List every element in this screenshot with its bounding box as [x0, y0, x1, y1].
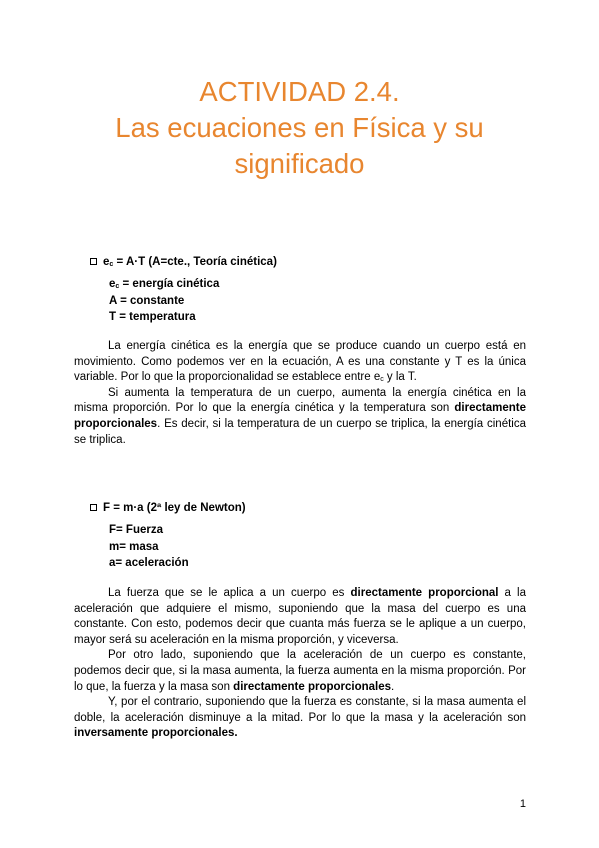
- paragraph-text-rest: .: [391, 680, 395, 693]
- definition-text: e: [109, 278, 116, 290]
- paragraph-text-rest: y la T.: [383, 371, 417, 384]
- section1-heading-text: e: [103, 256, 110, 268]
- section2-body: [74, 586, 526, 742]
- title-line-3: significado: [234, 148, 365, 179]
- subscript: c: [380, 376, 384, 384]
- page-title: [60, 74, 539, 182]
- definition-text-rest: = energía cinética: [119, 278, 220, 290]
- definition-item: T = temperatura: [109, 311, 196, 323]
- definition-item: m= masa: [109, 540, 159, 553]
- emphasis: directamente proporcionales: [74, 402, 526, 430]
- page-number: 1: [519, 798, 526, 810]
- section1-heading-text-rest: = A·T (A=cte., Teoría cinética): [113, 256, 277, 268]
- subscript: c: [109, 261, 114, 268]
- paragraph: [74, 586, 526, 648]
- section2-heading: [90, 502, 246, 514]
- section1-body: [74, 339, 526, 448]
- definition-item: [109, 276, 219, 293]
- emphasis: inversamente proporcionales.: [74, 727, 238, 740]
- section2-heading-text: F = m·a (2ª ley de Newton): [103, 502, 246, 514]
- definition-item: A = constante: [109, 294, 185, 307]
- paragraph-text: La energía cinética es la energía que se produce cuando un cuerpo está en movimiento. Como podemos ver en la ecuación, A es una constante y T es la única variable. Por lo que la proporcionalidad se establece entre e: [74, 340, 526, 384]
- emphasis: directamente proporcional: [350, 587, 499, 599]
- title-line-2: Las ecuaciones en Física y su: [115, 112, 484, 143]
- checkbox-bullet-icon: [90, 504, 97, 511]
- paragraph: [74, 339, 526, 386]
- paragraph-text: Si aumenta la temperatura de un cuerpo, aumenta la energía cinética en la misma proporción. Por lo que la energía cinética y la temperatura son: [74, 386, 526, 415]
- subscript: c: [115, 283, 120, 290]
- section2-definitions: [109, 522, 189, 572]
- definition-item: a= aceleración: [109, 557, 189, 569]
- paragraph-text: La fuerza que se le aplica a un cuerpo es: [108, 587, 351, 599]
- paragraph: [74, 386, 526, 448]
- paragraph-text-rest: . Es decir, si la temperatura de un cuerpo se triplica, la energía cinética se triplica.: [74, 417, 526, 446]
- paragraph-text: Y, por el contrario, suponiendo que la fuerza es constante, si la masa aumenta el doble, la aceleración disminuye a la mitad. Por lo que la masa y la aceleración son: [74, 696, 526, 724]
- paragraph: [74, 695, 526, 742]
- title-line-1: ACTIVIDAD 2.4.: [199, 76, 400, 107]
- definition-item: F= Fuerza: [109, 524, 164, 536]
- paragraph-text-rest: a la aceleración que adquiere el mismo, suponiendo que la masa del cuerpo es una constante. Con esto, podemos decir que cuanta más fuerza se le aplique a un cuerpo, mayor será su aceleración en la misma proporción, y viceversa.: [74, 587, 526, 646]
- emphasis: directamente proporcionales: [233, 680, 392, 693]
- section1-definitions: [109, 276, 219, 326]
- checkbox-bullet-icon: [90, 258, 97, 265]
- section1-heading: [90, 256, 277, 268]
- paragraph-text: Por otro lado, suponiendo que la aceleración de un cuerpo es constante, podemos decir que, si la masa aumenta, la fuerza aumenta en la misma proporción. Por lo que, la fuerza y la masa son: [74, 649, 526, 693]
- paragraph: [74, 648, 526, 695]
